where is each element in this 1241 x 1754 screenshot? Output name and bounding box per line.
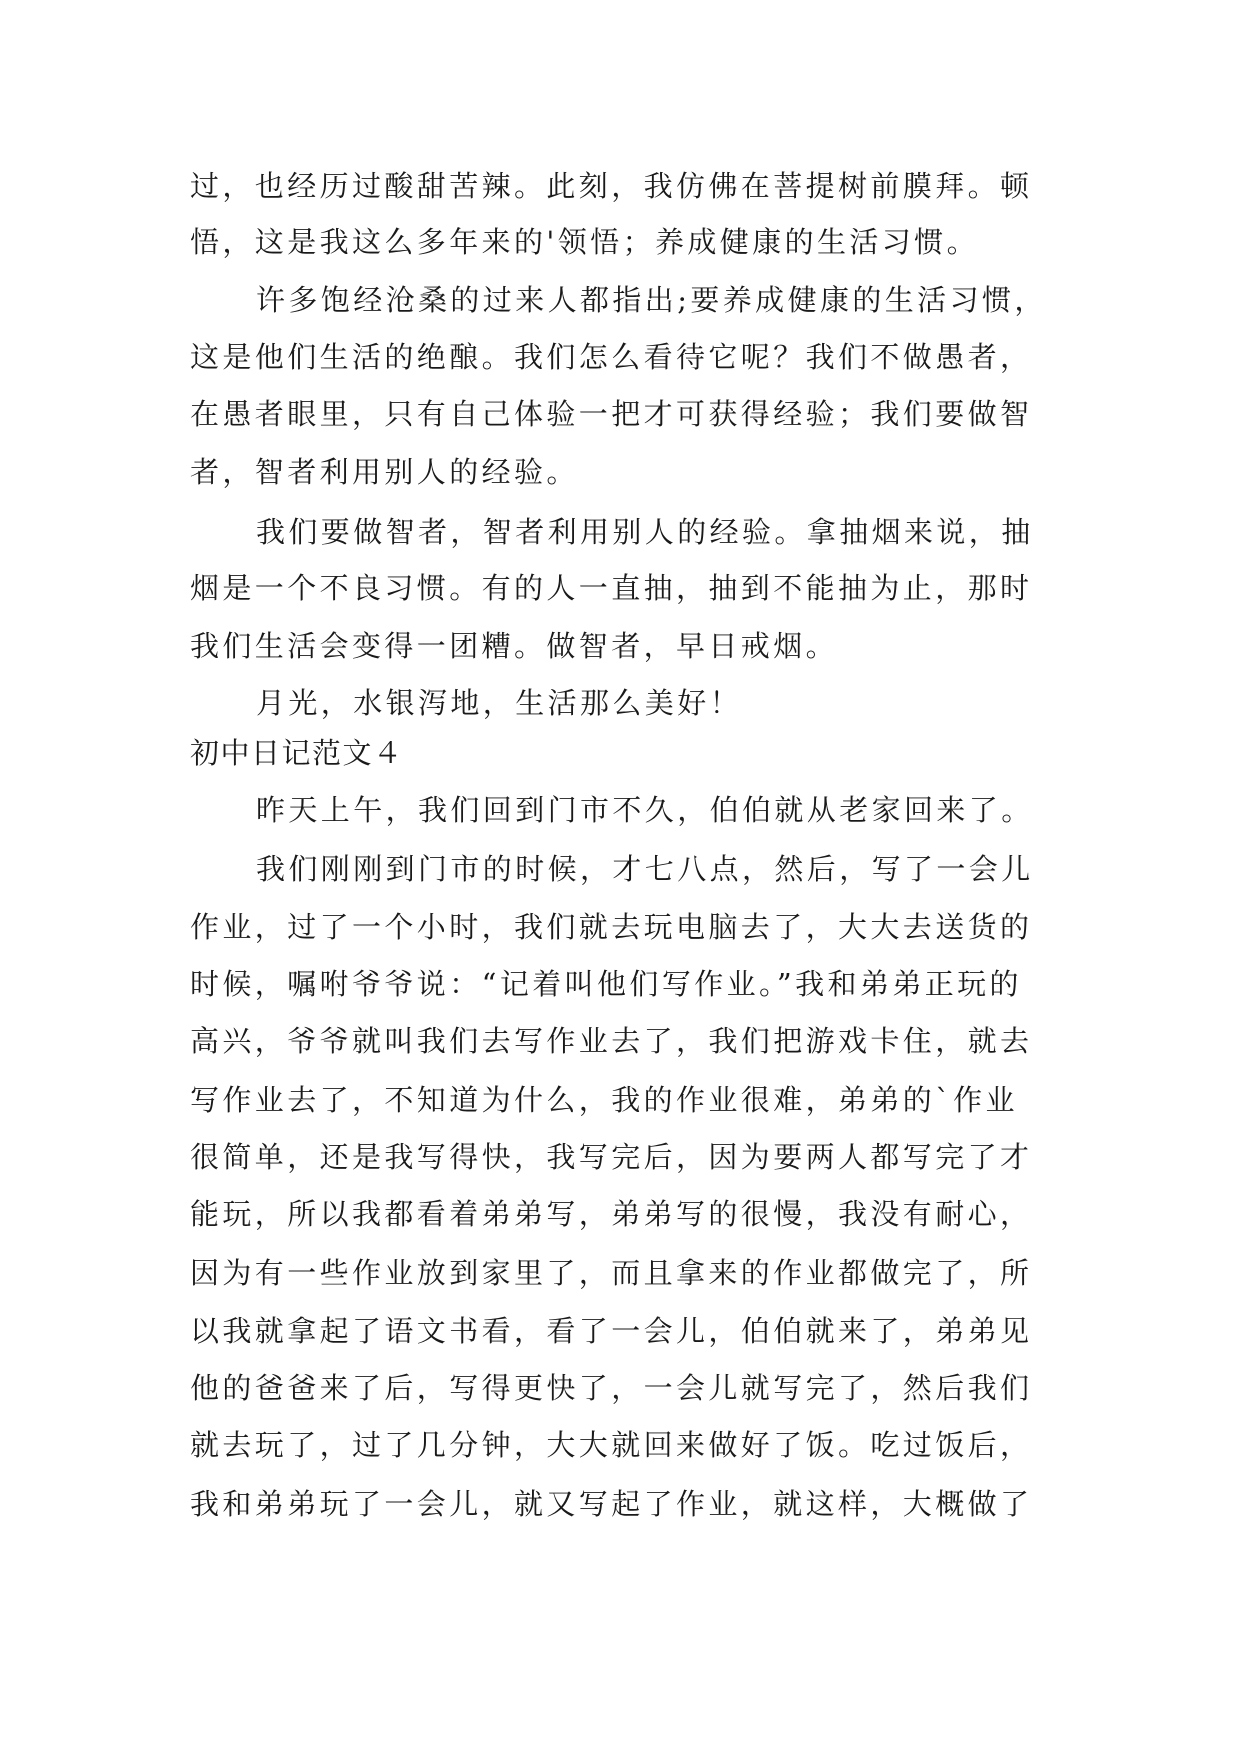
text-line: 我和弟弟玩了一会儿，就又写起了作业，就这样，大概做了 — [190, 1487, 1033, 1521]
text-line: 在愚者眼里，只有自己体验一把才可获得经验；我们要做智 — [190, 397, 1033, 431]
paragraph-start: 昨天上午，我们回到门市不久，伯伯就从老家回来了。 — [256, 793, 1034, 827]
text-line: 就去玩了，过了几分钟，大大就回来做好了饭。吃过饭后， — [190, 1428, 1033, 1462]
text-line: 时候，嘱咐爷爷说：“记着叫他们写作业。”我和弟弟正玩的 — [190, 967, 1022, 1001]
text-line: 悟，这是我这么多年来的'领悟；养成健康的生活习惯。 — [190, 225, 979, 259]
paragraph-start: 许多饱经沧桑的过来人都指出;要养成健康的生活习惯， — [256, 283, 1047, 317]
text-line: 者，智者利用别人的经验。 — [190, 455, 579, 489]
text-line: 过，也经历过酸甜苦辣。此刻，我仿佛在菩提树前膜拜。顿 — [190, 169, 1033, 203]
text-line: 作业，过了一个小时，我们就去玩电脑去了，大大去送货的 — [190, 910, 1033, 944]
text-line: 烟是一个不良习惯。有的人一直抽，抽到不能抽为止，那时 — [190, 571, 1033, 605]
text-line: 高兴，爷爷就叫我们去写作业去了，我们把游戏卡住，就去 — [190, 1024, 1033, 1058]
text-line: 很简单，还是我写得快，我写完后，因为要两人都写完了才 — [190, 1140, 1033, 1174]
text-line: 以我就拿起了语文书看，看了一会儿，伯伯就来了，弟弟见 — [190, 1314, 1033, 1348]
paragraph-start: 月光，水银泻地，生活那么美好！ — [256, 686, 743, 720]
text-line: 写作业去了，不知道为什么，我的作业很难，弟弟的`作业 — [190, 1083, 1018, 1117]
paragraph-start: 我们要做智者，智者利用别人的经验。拿抽烟来说，抽 — [256, 515, 1034, 549]
text-line: 因为有一些作业放到家里了，而且拿来的作业都做完了，所 — [190, 1256, 1033, 1290]
paragraph-start: 我们刚刚到门市的时候，才七八点，然后，写了一会儿 — [256, 852, 1034, 886]
text-line: 我们生活会变得一团糟。做智者，早日戒烟。 — [190, 629, 839, 663]
text-line: 这是他们生活的绝酿。我们怎么看待它呢？我们不做愚者， — [190, 340, 1033, 374]
text-line: 能玩，所以我都看着弟弟写，弟弟写的很慢，我没有耐心， — [190, 1197, 1033, 1231]
text-line: 他的爸爸来了后，写得更快了，一会儿就写完了，然后我们 — [190, 1371, 1033, 1405]
section-heading: 初中日记范文４ — [190, 736, 404, 770]
